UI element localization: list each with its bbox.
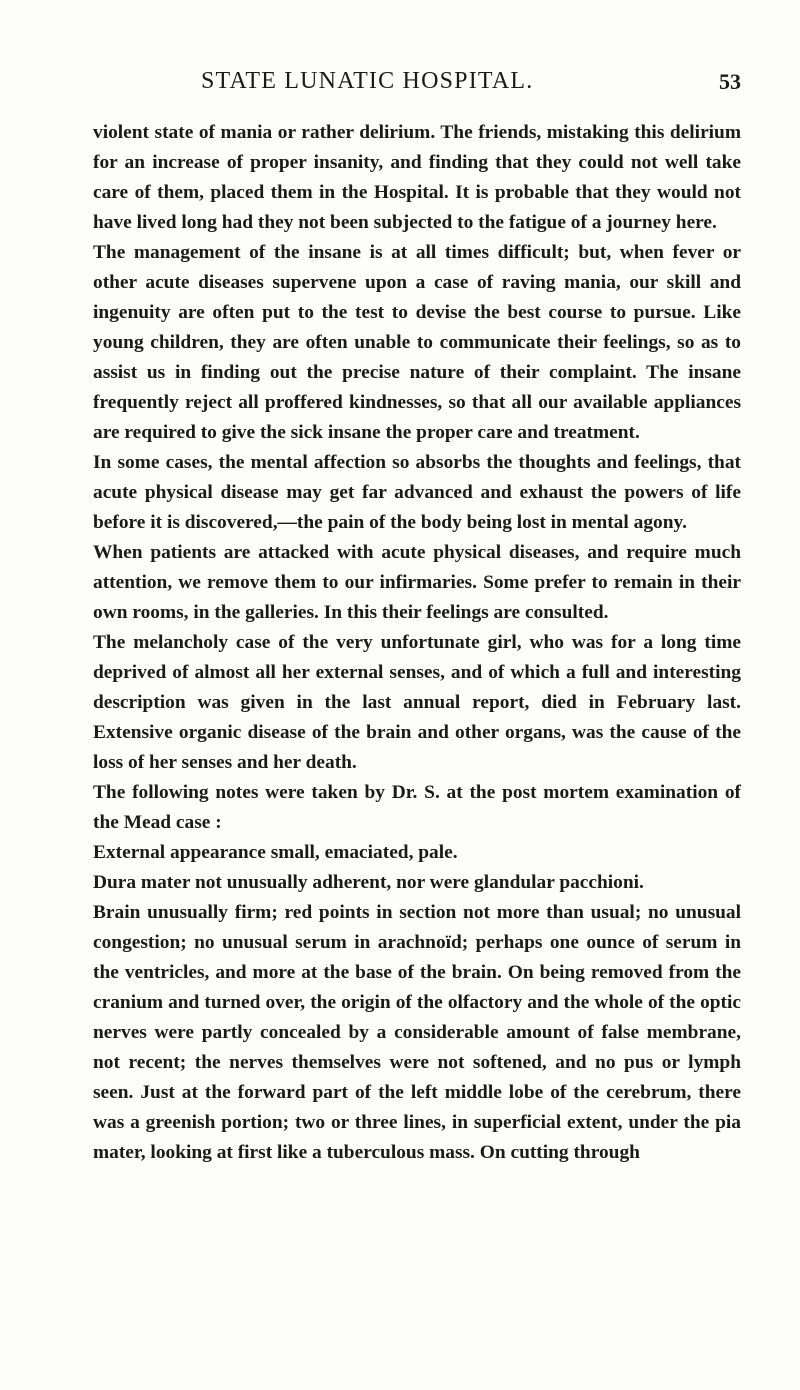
paragraph-infirmaries: When patients are attacked with acute physical diseases, and require much attention, we remove them to our infirmaries. Some prefer to remain in their own rooms, in the galleries. In this their feelings are consulted. xyxy=(93,542,741,623)
paragraph-management: The management of the insane is at all times difficult; but, when fever or other acute diseases supervene upon a case of raving mania, our skill and ingenuity are often put to the test to devise the best course to pursue. Like young children, they are often unable to communicate their feelings, so as to assist us in finding out the precise nature of their complaint. The insane frequently reject all proffered kindnesses, so that all our available appliances are required to give the sick insane the proper care and treatment. xyxy=(93,242,741,443)
page-number: 53 xyxy=(719,69,741,94)
paragraph-brain: Brain unusually firm; red points in section not more than usual; no unusual congestion; no unusual serum in arachnoïd; perhaps one ounce of serum in the ventricles, and more at the base of the brain. On being removed from the cranium and turned over, the origin of the olfactory and the whole of the optic nerves were partly concealed by a considerable amount of false membrane, not recent; the nerves themselves were not softened, and no pus or lymph seen. Just at the forward part of the left middle lobe of the cerebrum, there was a greenish portion; two or three lines, in superficial extent, under the pia mater, looking at first like a tuberculous mass. On cutting through xyxy=(93,902,741,1163)
paragraph-melancholy-case: The melancholy case of the very unfortunate girl, who was for a long time deprived of almost all her external senses, and of which a full and interesting description was given in the last annual report, died in February last. Extensive organic disease of the brain and other organs, was the cause of the loss of her senses and her death. xyxy=(93,632,741,773)
body-text xyxy=(93,118,741,1168)
paragraph-post-mortem-intro: The following notes were taken by Dr. S. at the post mortem examination of the Mead case : xyxy=(93,782,741,833)
paragraph-delirium: violent state of mania or rather delirium. The friends, mistaking this delirium for an increase of proper insanity, and finding that they could not well take care of them, placed them in the Hospital. It is probable that they would not have lived long had they not been subjected to the fatigue of a journey here. xyxy=(93,122,741,233)
paragraph-mental-affection: In some cases, the mental affection so absorbs the thoughts and feelings, that acute physical disease may get far advanced and exhaust the powers of life before it is discovered,—the pain of the body being lost in mental agony. xyxy=(93,452,741,533)
running-title: STATE LUNATIC HOSPITAL. xyxy=(201,68,534,94)
paragraph-external-appearance: External appearance small, emaciated, pale. xyxy=(93,842,458,863)
paragraph-dura-mater: Dura mater not unusually adherent, nor were glandular pacchioni. xyxy=(93,872,644,893)
running-head xyxy=(93,68,741,98)
